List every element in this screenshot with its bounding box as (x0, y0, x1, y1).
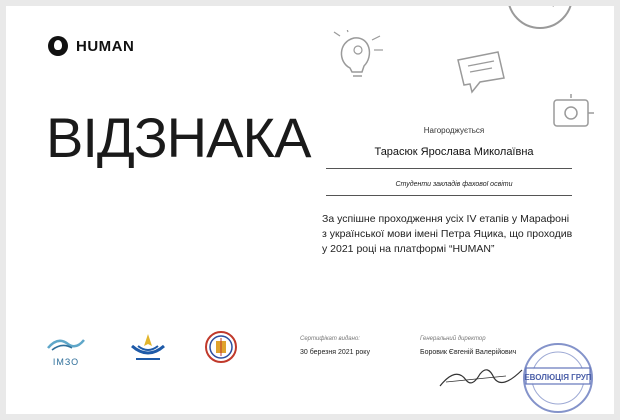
category-label: Студенти закладів фахової освіти (395, 181, 513, 188)
brand-logo (48, 36, 134, 56)
chat-bubble-icon (450, 50, 510, 96)
certificate-page (6, 6, 614, 414)
issued-label: Сертифікат видано: (300, 336, 360, 342)
partner-3-logo (204, 330, 238, 364)
signature (436, 362, 526, 392)
lightbulb-icon (328, 30, 388, 82)
partner-2-logo (128, 332, 168, 362)
imzo-text: ІМЗО (52, 357, 80, 367)
company-stamp (520, 340, 596, 414)
recipient-name: Тарасюк Ярослава Миколаївна (374, 146, 534, 158)
director-name: Боровик Євгеній Валерійович (420, 349, 517, 356)
clock-icon (500, 6, 580, 38)
imzo-logo (46, 336, 86, 367)
human-head-icon (48, 36, 68, 56)
divider (326, 168, 572, 169)
brand-name: HUMAN (76, 37, 135, 55)
issued-date: 30 березня 2021 року (300, 349, 370, 356)
divider (326, 195, 572, 196)
awarded-label: Нагороджується (423, 126, 485, 135)
stamp-text: ЕВОЛЮЦІЯ ГРУП (524, 373, 592, 382)
director-label: Генеральний директор (420, 336, 486, 342)
certificate-title: ВІДЗНАКА (46, 106, 311, 169)
award-reason: За успішне проходження усіх IV етапів у Марафоні з української мови імені Петра Яцика, що проходив у 2021 році на платформі “HUMAN” (322, 213, 573, 255)
wave-icon (46, 336, 86, 352)
